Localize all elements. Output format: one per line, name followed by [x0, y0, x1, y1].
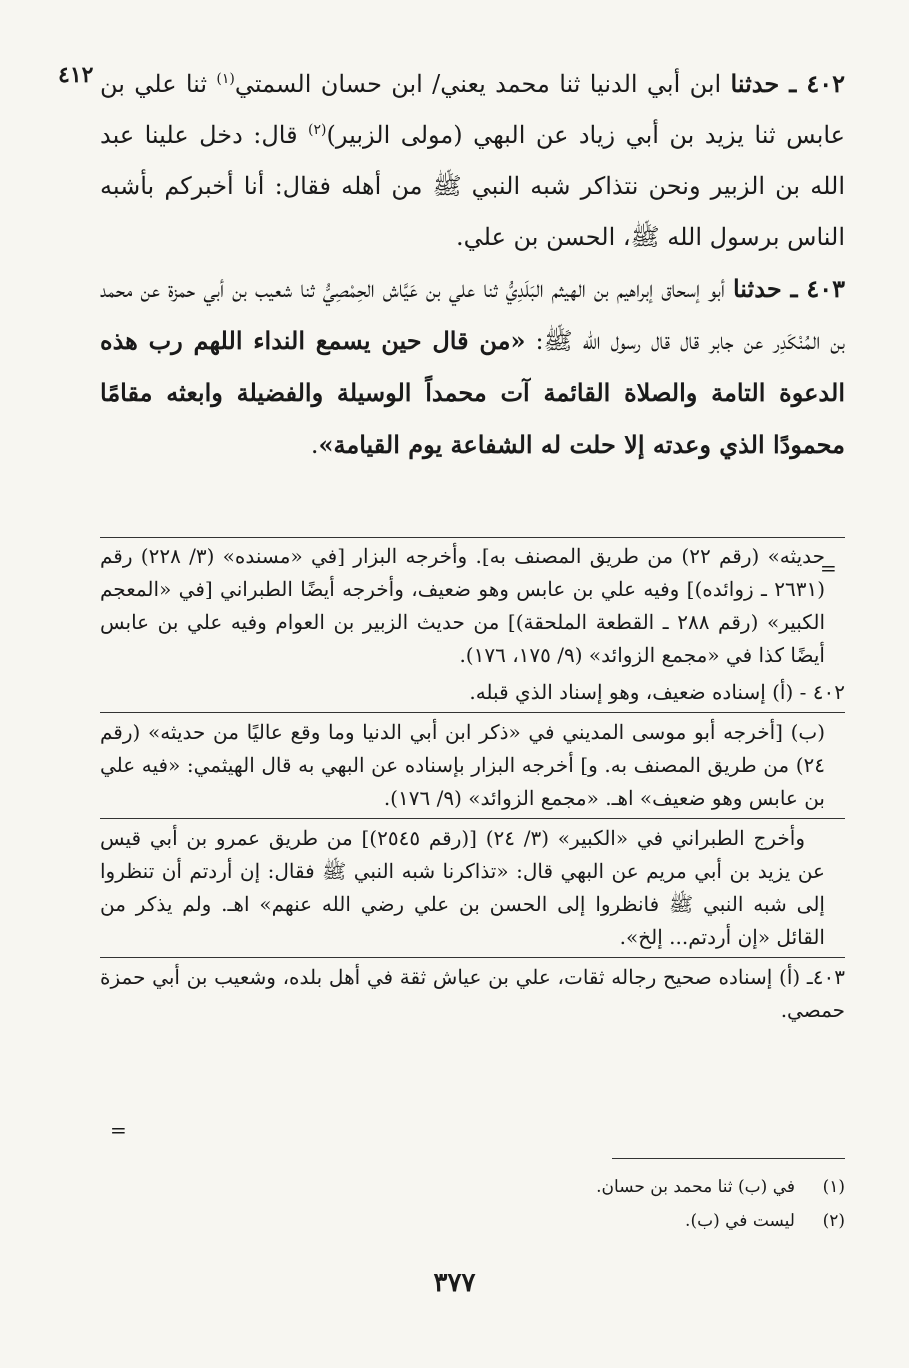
- note-separator: [100, 957, 845, 958]
- note-continuation: [100, 540, 845, 672]
- margin-page-ref: ٤١٢: [58, 62, 94, 88]
- hadith-number: ٤٠٢ ـ حدثنا: [730, 69, 845, 98]
- footnote-number: (٢): [822, 1211, 845, 1231]
- footnote-2: [300, 1204, 845, 1238]
- commentary-notes: [100, 540, 845, 1027]
- footnote-number: (١): [822, 1177, 845, 1197]
- hadith-text: قال: دخل علينا عبد الله بن الزبير ونحن نتذاكر شبه النبي ﷺ من أهله فقال: أنا أخبركم بأشبه الناس برسول الله ﷺ، الحسن بن علي.: [100, 121, 845, 251]
- hadith-number: ٤٠٣ ـ حدثنا: [732, 274, 845, 303]
- hadith-402: [100, 58, 845, 263]
- note-separator: [100, 712, 845, 713]
- footnote-divider: [612, 1158, 845, 1159]
- note-402b: (ب) [أخرجه أبو موسى المديني في «ذكر ابن أبي الدنيا وما وقع عاليًا من حديثه» (رقم ٢٤) من طريق المصنف به. و] أخرجه البزار بإسناده عن البهي به قال الهيثمي: «فيه علي بن عابس وهو ضعيف» اهـ. «مجمع الزوائد» (٩/ ١٧٦).: [100, 720, 825, 810]
- main-text: [100, 58, 845, 471]
- note-402a: ٤٠٢ - (أ) إسناده ضعيف، وهو إسناد الذي قبله.: [469, 680, 845, 704]
- note-402b-block: [100, 716, 845, 815]
- hadith-403: [100, 263, 845, 471]
- footnote-text: في (ب) ثنا محمد بن حسان.: [596, 1177, 795, 1197]
- footnote-1: [300, 1170, 845, 1204]
- continuation-mark: =: [110, 1118, 127, 1142]
- footnote-ref: (٢): [308, 122, 327, 138]
- page-number: ٣٧٧: [433, 1268, 476, 1298]
- hadith-end: .: [310, 431, 319, 459]
- continuation-mark: =: [820, 556, 837, 580]
- footnote-text: ليست في (ب).: [685, 1211, 795, 1231]
- notes-divider: [100, 537, 845, 538]
- footnote-ref: (١): [216, 71, 235, 87]
- hadith-text: ثنا علي بن عابس ثنا يزيد بن أبي زياد عن البهي (مولى الزبير): [100, 70, 846, 149]
- note-402c-block: [100, 822, 845, 954]
- note-text: حديثه» (رقم ٢٢) من طريق المصنف به]. وأخرجه البزار [في «مسنده» (٣/ ٢٢٨) رقم (٢٦٣١ ـ زوائده)] وفيه علي بن عابس وهو ضعيف، وأخرجه أيضًا الطبراني [في «المعجم الكبير» (رقم ٢٨٨ ـ القطعة الملحقة)] من حديث الزبير بن العوام وفيه علي بن عابس أيضًا كذا في «مجمع الزوائد» (٩/ ١٧٥، ١٧٦).: [100, 544, 825, 667]
- hadith-quote: «من قال حين يسمع النداء اللهم رب هذه الدعوة التامة والصلاة القائمة آت محمداً الوسيلة والفضيلة وابعثه مقامًا محمودًا الذي وعدته إلا حلت له الشفاعة يوم القيامة»: [100, 326, 845, 459]
- note-separator: [100, 818, 845, 819]
- footnotes: [300, 1170, 845, 1238]
- hadith-text: أبو إسحاق إبراهيم بن الهيثم البَلَدِيُّ ثنا علي بن عَيَّاش الحِمْصِيُّ ثنا شعيب بن أبي حمزة عن محمد بن المُنْكَدِر عن جابر قال قال رسول الله ﷺ:: [100, 275, 846, 355]
- hadith-text: ابن أبي الدنيا ثنا محمد يعني/ ابن حسان السمتي: [234, 70, 731, 98]
- note-403a: ٤٠٣ـ (أ) إسناده صحيح رجاله ثقات، علي بن عياش ثقة في أهل بلده، وشعيب بن أبي حمزة حمصي.: [100, 965, 845, 1022]
- note-402c: وأخرج الطبراني في «الكبير» (٣/ ٢٤) [(رقم ٢٥٤٥)] من طريق عمرو بن أبي قيس عن يزيد بن أبي مريم عن البهي قال: «تذاكرنا شبه النبي ﷺ فقال: إن أردتم أن تنظروا إلى شبه النبي ﷺ فانظروا إلى الحسن بن علي رضي الله عنهم» اهـ. ولم يذكر من القائل «إن أردتم... إلخ».: [100, 826, 825, 949]
